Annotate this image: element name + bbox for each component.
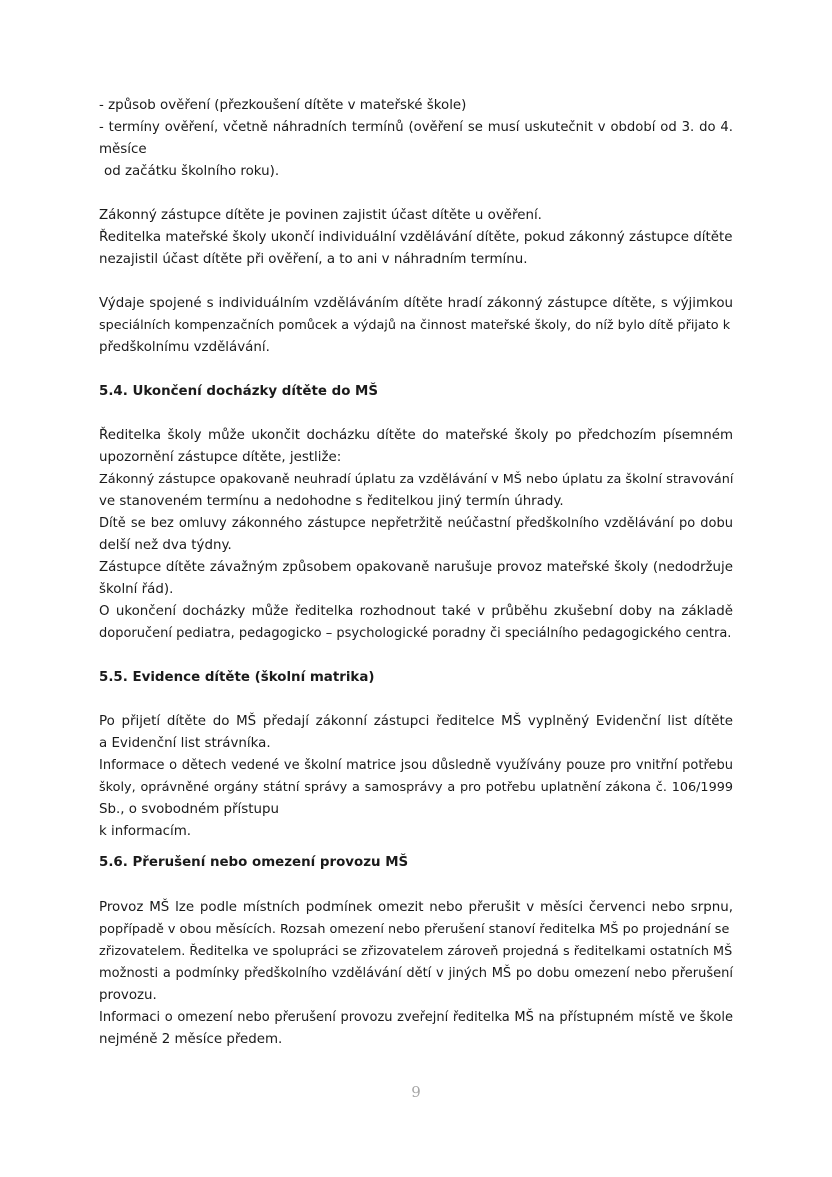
spacer	[99, 183, 733, 205]
paragraph-termination	[99, 425, 733, 645]
text-line: popřípadě v obou měsících. Rozsah omezení nebo přerušení stanoví ředitelka MŠ po projednání se	[99, 922, 730, 937]
paragraph-evidence	[99, 711, 733, 843]
text-line: speciálních kompenzačních pomůcek a výdajů na činnost mateřské školy, do níž bylo dítě přijato k	[99, 318, 731, 333]
text-line: nezajistil účast dítěte při ověření, a to ani v náhradním termínu.	[99, 252, 528, 267]
paragraph-attendance-duty	[99, 205, 733, 271]
spacer	[99, 359, 733, 381]
text-line: školy, oprávněné orgány státní správy a samosprávy a pro potřebu uplatnění zákona č. 106/1999	[99, 780, 733, 795]
text-line: Dítě se bez omluvy zákonného zástupce nepřetržitě neúčastní předškolního vzdělávání po dobu	[99, 516, 733, 531]
text-line: Provoz MŠ lze podle místních podmínek omezit nebo přerušit v měsíci červenci nebo srpnu,	[99, 900, 733, 915]
text-line: Zákonný zástupce opakovaně neuhradí úplatu za vzdělávání v MŠ nebo úplatu za školní stravování	[99, 472, 734, 487]
text-line: možnosti a podmínky předškolního vzdělávání dětí v jiných MŠ po dobu omezení nebo přerušení	[99, 966, 733, 981]
text-line: - způsob ověření (přezkoušení dítěte v mateřské škole)	[99, 98, 467, 113]
text-line: Sb., o svobodném přístupu	[99, 802, 279, 817]
text-line: upozornění zástupce dítěte, jestliže:	[99, 450, 342, 465]
page-number: 9	[411, 1083, 421, 1101]
text-line: školní řád).	[99, 582, 174, 597]
spacer	[99, 689, 733, 711]
text-line: a Evidenční list strávníka.	[99, 736, 271, 751]
text-line: O ukončení docházky může ředitelka rozhodnout také v průběhu zkušební doby na základě	[99, 604, 733, 619]
text-line: provozu.	[99, 988, 157, 1003]
text-line: Informaci o omezení nebo přerušení provozu zveřejní ředitelka MŠ na přístupném místě ve škole	[99, 1010, 733, 1025]
text-line: zřizovatelem. Ředitelka ve spolupráci se zřizovatelem zároveň projedná s ředitelkami ostatních MŠ	[99, 944, 733, 959]
section-heading-5-6: 5.6. Přerušení nebo omezení provozu MŠ	[99, 855, 409, 870]
spacer	[99, 843, 733, 852]
paragraph-expenses	[99, 293, 733, 359]
text-line: nejméně 2 měsíce předem.	[99, 1032, 283, 1047]
spacer	[99, 403, 733, 425]
paragraph-verification-method	[99, 95, 733, 183]
text-line: - termíny ověření, včetně náhradních termínů (ověření se musí uskutečnit v období od 3. do 4.	[99, 120, 733, 135]
text-line: doporučení pediatra, pedagogicko – psychologické poradny či speciálního pedagogického centra.	[99, 626, 732, 641]
text-line: delší než dva týdny.	[99, 538, 232, 553]
text-line: měsíce	[99, 142, 147, 157]
text-line: Ředitelka mateřské školy ukončí individuální vzdělávání dítěte, pokud zákonný zástupce dítěte	[99, 230, 733, 245]
text-line: od začátku školního roku).	[104, 164, 280, 179]
text-line: Zástupce dítěte závažným způsobem opakovaně narušuje provoz mateřské školy (nedodržuje	[99, 560, 733, 575]
text-line: Zákonný zástupce dítěte je povinen zajistit účast dítěte u ověření.	[99, 208, 542, 223]
section-heading-5-4: 5.4. Ukončení docházky dítěte do MŠ	[99, 384, 379, 399]
text-line: předškolnímu vzdělávání.	[99, 340, 270, 355]
spacer	[99, 645, 733, 667]
section-heading-5-5: 5.5. Evidence dítěte (školní matrika)	[99, 670, 375, 685]
spacer	[99, 874, 733, 897]
spacer	[99, 271, 733, 293]
text-line: Výdaje spojené s individuálním vzděláváním dítěte hradí zákonný zástupce dítěte, s výjimkou	[99, 296, 733, 311]
text-line: Informace o dětech vedené ve školní matrice jsou důsledně využívány pouze pro vnitřní potřebu	[99, 758, 733, 773]
document-page	[99, 95, 733, 1051]
text-line: ve stanoveném termínu a nedohodne s ředitelkou jiný termín úhrady.	[99, 494, 564, 509]
text-line: Ředitelka školy může ukončit docházku dítěte do mateřské školy po předchozím písemném	[99, 428, 733, 443]
paragraph-operation-interruption	[99, 897, 733, 1051]
text-line: Po přijetí dítěte do MŠ předají zákonní zástupci ředitelce MŠ vyplněný Evidenční list dítěte	[99, 714, 733, 729]
text-line: k informacím.	[99, 824, 192, 839]
